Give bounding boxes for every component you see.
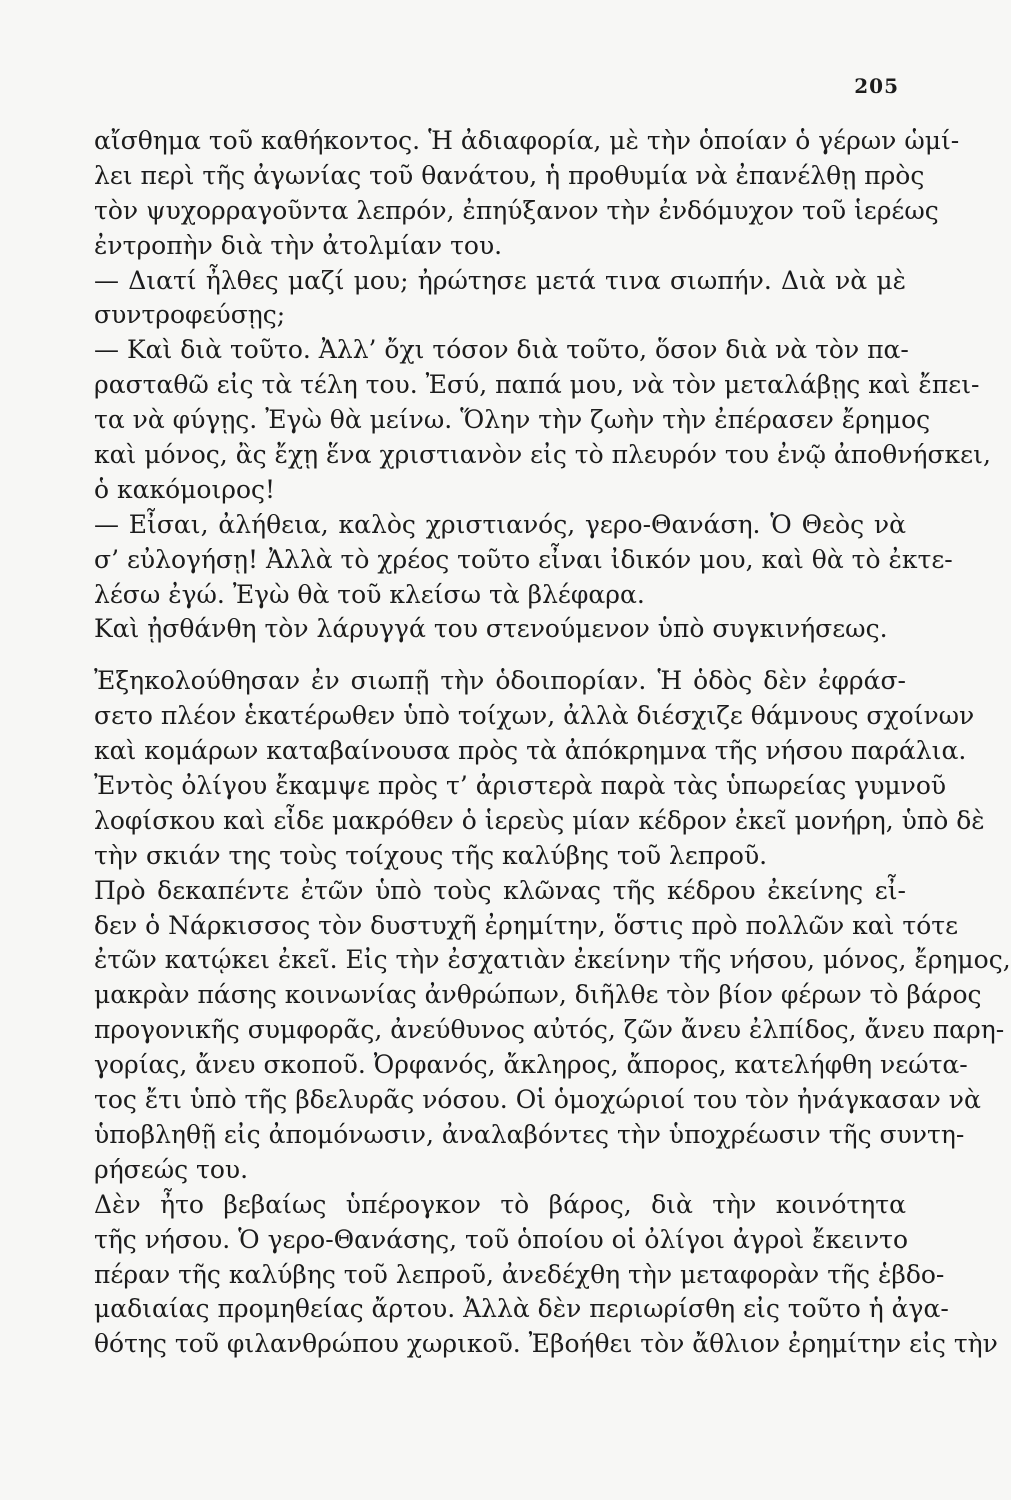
text-line: καὶ κομάρων καταβαίνουσα πρὸς τὰ ἀπόκρημνα τῆς νήσου παράλια.: [94, 736, 967, 766]
text-line: γορίας, ἄνευ σκοποῦ. Ὀρφανός, ἄκληρος, ἄπορος, κατελήφθη νεώτα-: [94, 1050, 968, 1080]
text-line: — Εἶσαι, ἀλήθεια, καλὸς χριστιανός, γερο-Θανάση. Ὁ Θεὸς νὰ: [94, 509, 906, 539]
text-line: Ἐντὸς ὀλίγου ἔκαμψε πρὸς τ’ ἀριστερὰ παρὰ τὰς ὑπωρείας γυμνοῦ: [94, 771, 947, 801]
text-line: σετο πλέον ἑκατέρωθεν ὑπὸ τοίχων, ἀλλὰ διέσχιζε θάμνους σχοίνων: [94, 701, 975, 731]
text-line: λοφίσκου καὶ εἶδε μακρόθεν ὁ ἱερεὺς μίαν κέδρον ἐκεῖ μονήρη, ὑπὸ δὲ: [94, 805, 985, 835]
text-line: ρασταθῶ εἰς τὰ τέλη του. Ἐσύ, παπά μου, νὰ τὸν μεταλάβῃς καὶ ἔπει-: [94, 370, 980, 400]
text-line: λει περὶ τῆς ἀγωνίας τοῦ θανάτου, ἡ προθυμία νὰ ἐπανέλθῃ πρὸς: [94, 160, 925, 190]
text-line: ἐτῶν κατῴκει ἐκεῖ. Εἰς τὴν ἐσχατιὰν ἐκείνην τῆς νήσου, μόνος, ἔρημος,: [94, 945, 1011, 975]
body-text: [94, 124, 1011, 1362]
text-line: αἴσθημα τοῦ καθήκοντος. Ἡ ἀδιαφορία, μὲ τὴν ὁποίαν ὁ γέρων ὡμί-: [94, 126, 960, 155]
text-line: τα νὰ φύγῃς. Ἐγὼ θὰ μείνω. Ὅλην τὴν ζωὴν τὴν ἐπέρασεν ἔρημος: [94, 405, 931, 435]
text-line: πέραν τῆς καλύβης τοῦ λεπροῦ, ἀνεδέχθη τὴν μεταφορὰν τῆς ἑβδο-: [94, 1259, 945, 1289]
text-line: — Καὶ διὰ τοῦτο. Ἀλλ’ ὄχι τόσον διὰ τοῦτο, ὅσον διὰ νὰ τὸν πα-: [94, 335, 909, 365]
text-line: μακρὰν πάσης κοινωνίας ἀνθρώπων, διῆλθε τὸν βίον φέρων τὸ βάρος: [94, 980, 982, 1010]
text-line: τὴν σκιάν της τοὺς τοίχους τῆς καλύβης τοῦ λεπροῦ.: [94, 840, 768, 870]
text-line: δεν ὁ Νάρκισσος τὸν δυστυχῆ ἐρημίτην, ὅστις πρὸ πολλῶν καὶ τότε: [94, 910, 959, 940]
text-line: θότης τοῦ φιλανθρώπου χωρικοῦ. Ἐβοήθει τὸν ἄθλιον ἐρημίτην εἰς τὴν: [94, 1329, 998, 1359]
text-line: τος ἔτι ὑπὸ τῆς βδελυρᾶς νόσου. Οἱ ὁμοχώριοί του τὸν ἠνάγκασαν νὰ: [94, 1085, 981, 1115]
text-line: ἐντροπὴν διὰ τὴν ἀτολμίαν του.: [94, 230, 503, 260]
text-line: ὁ κακόμοιρος!: [94, 474, 276, 504]
text-line: λέσω ἐγώ. Ἐγὼ θὰ τοῦ κλείσω τὰ βλέφαρα.: [94, 579, 645, 609]
page-number: 205: [854, 74, 899, 98]
text-line: Ἐξηκολούθησαν ἐν σιωπῇ τὴν ὁδοιπορίαν. Ἡ ὁδὸς δὲν ἐφράσ-: [94, 666, 906, 696]
text-line: συντροφεύσῃς;: [94, 300, 286, 330]
text-line: σ’ εὐλογήσῃ! Ἀλλὰ τὸ χρέος τοῦτο εἶναι ἰδικόν μου, καὶ θὰ τὸ ἐκτε-: [94, 544, 953, 574]
text-line: ρήσεώς του.: [94, 1154, 249, 1184]
text-line: Καὶ ᾐσθάνθη τὸν λάρυγγά του στενούμενον ὑπὸ συγκινήσεως.: [94, 614, 888, 644]
text-line: Πρὸ δεκαπέντε ἐτῶν ὑπὸ τοὺς κλῶνας τῆς κέδρου ἐκείνης εἶ-: [94, 875, 906, 905]
text-line: τῆς νήσου. Ὁ γερο-Θανάσης, τοῦ ὁποίου οἱ ὀλίγοι ἀγροὶ ἔκειντο: [94, 1224, 909, 1254]
text-line: — Διατί ἦλθες μαζί μου; ἠρώτησε μετά τινα σιωπήν. Διὰ νὰ μὲ: [94, 265, 906, 295]
text-line: προγονικῆς συμφορᾶς, ἀνεύθυνος αὐτός, ζῶν ἄνευ ἐλπίδος, ἄνευ παρη-: [94, 1015, 1005, 1045]
text-line: τὸν ψυχορραγοῦντα λεπρόν, ἐπηύξανον τὴν ἐνδόμυχον τοῦ ἱερέως: [94, 195, 939, 225]
section-gap: [94, 647, 906, 664]
text-line: ὑποβληθῇ εἰς ἀπομόνωσιν, ἀναλαβόντες τὴν ὑποχρέωσιν τῆς συντη-: [94, 1119, 965, 1149]
text-line: Δὲν ἦτο βεβαίως ὑπέρογκον τὸ βάρος, διὰ τὴν κοινότητα: [94, 1189, 906, 1219]
text-line: μαδιαίας προμηθείας ἄρτου. Ἀλλὰ δὲν περιωρίσθη εἰς τοῦτο ἡ ἀγα-: [94, 1294, 949, 1324]
text-line: καὶ μόνος, ἂς ἔχῃ ἕνα χριστιανὸν εἰς τὸ πλευρόν του ἐνῷ ἀποθνήσκει,: [94, 440, 991, 470]
